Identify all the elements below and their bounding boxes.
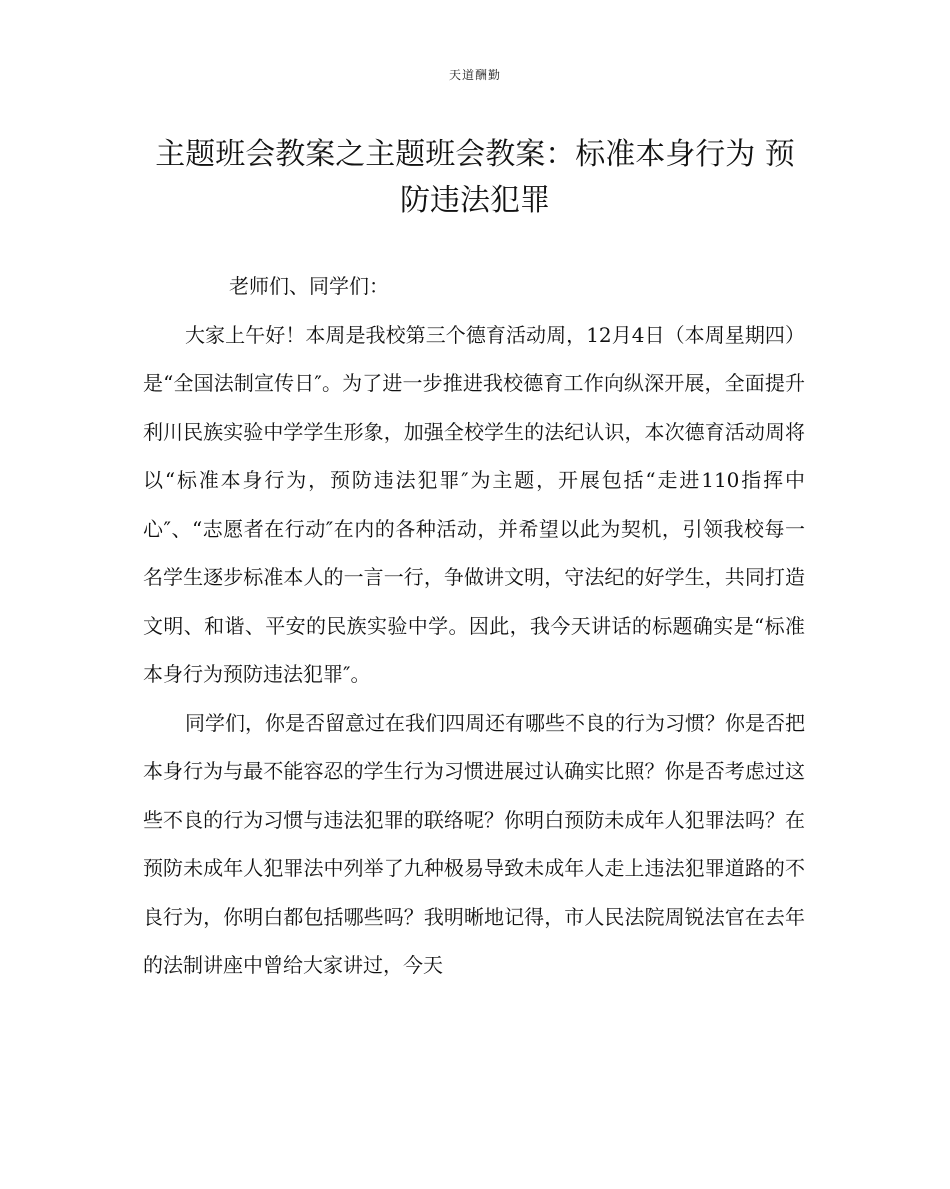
salutation: 老师们、同学们： <box>229 274 389 298</box>
document-title: 主题班会教案之主题班会教案：标准本身行为 预防违法犯罪 <box>155 137 795 218</box>
paragraph-2: 同学们，你是否留意过在我们四周还有哪些不良的行为习惯？你是否把本身行为与最不能容忍的学生行为习惯进展过认确实比照？你是否考虑过这些不良的行为习惯与违法犯罪的联络呢？你明白预防未成年人犯罪法吗？在预防未成年人犯罪法中列举了九种极易导致未成年人走上违法犯罪道路的不良行为，你明白都包括哪些吗？我明晰地记得，市人民法院周锐法官在去年的法制讲座中曾给大家讲过，今天 <box>143 710 805 977</box>
page-header: 天道酬勤 <box>448 68 501 82</box>
document-body <box>143 262 805 990</box>
paragraph-1: 大家上午好！本周是我校第三个德育活动周，12月4日（本周星期四）是“全国法制宣传日″。为了进一步推进我校德育工作向纵深开展，全面提升利川民族实验中学学生形象，加强全校学生的法纪认识，本次德育活动周将以“标准本身行为，预防违法犯罪″为主题，开展包括“走进110指挥中心″、“志愿者在行动″在内的各种活动，并希望以此为契机，引领我校每一名学生逐步标准本人的一言一行，争做讲文明，守法纪的好学生，共同打造文明、和谐、平安的民族实验中学。因此，我今天讲话的标题确实是“标准本身行为预防违法犯罪″。 <box>143 322 805 686</box>
